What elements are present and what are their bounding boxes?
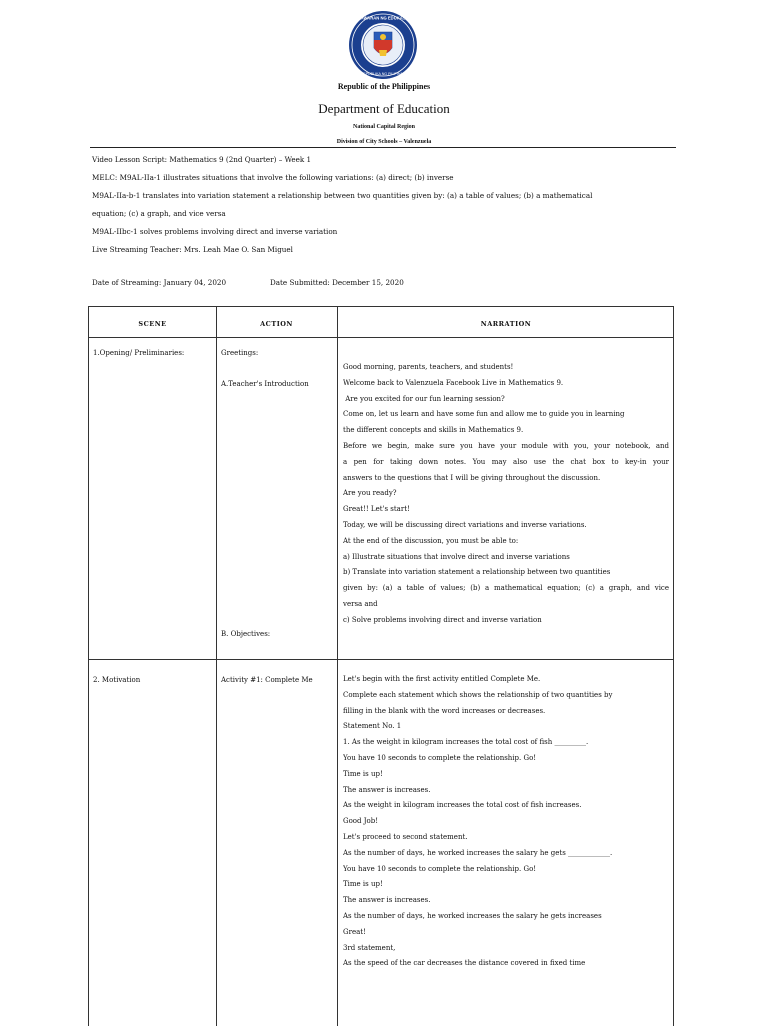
seal-top-text: KAGAWARAN NG EDUKASYON (351, 15, 415, 21)
narration-line: Time is up! (343, 769, 383, 778)
division-heading: Division of City Schools – Valenzuela (336, 139, 432, 145)
narration-line: Welcome back to Valenzuela Facebook Live in Mathematics 9. (343, 378, 564, 387)
narration-line: Are you excited for our fun learning session? (343, 394, 505, 403)
narration-line: Today, we will be discussing direct variations and inverse variations. (343, 520, 587, 529)
narration-line: Are you ready? (343, 489, 397, 498)
narration-line: Let's begin with the first activity entitled Complete Me. (343, 675, 541, 683)
header-row-divider (89, 337, 673, 338)
narration-line: The answer is increases. (343, 785, 431, 794)
action-objectives: B. Objectives: (221, 630, 271, 638)
header-scene: SCENE (138, 320, 167, 328)
narration-line: the different concepts and skills in Mathematics 9. (343, 426, 524, 435)
narration-line: 3rd statement, (343, 943, 396, 952)
narration-line: Let's proceed to second statement. (343, 832, 468, 841)
narration-opening (343, 360, 669, 629)
narration-line: Great! (343, 927, 366, 936)
script-title: Video Lesson Script: Mathematics 9 (2nd Quarter) – Week 1 (92, 155, 312, 164)
narration-line: a pen for taking down notes. You may also use the chat box to key-in your (343, 457, 669, 466)
teacher-name: Live Streaming Teacher: Mrs. Leah Mae O. San Miguel (92, 245, 293, 254)
streaming-date: Date of Streaming: January 04, 2020 (92, 278, 227, 287)
header-action: ACTION (260, 320, 293, 328)
department-heading: Department of Education (318, 101, 450, 116)
narration-line: Complete each statement which shows the relationship of two quantities by (343, 690, 613, 699)
region-heading: National Capital Region (352, 124, 415, 130)
submitted-date: Date Submitted: December 15, 2020 (270, 278, 404, 287)
action-activity-complete-me: Activity #1: Complete Me (221, 676, 313, 684)
republic-heading: Republic of the Philippines (337, 82, 431, 91)
header-narration: NARRATION (480, 320, 532, 328)
narration-line: versa and (343, 599, 378, 608)
scene-opening: 1.Opening/ Preliminaries: (93, 349, 185, 357)
seal-bottom-text: REPUBLIKA NG PILIPINAS (360, 72, 406, 76)
narration-line: given by: (a) a table of values; (b) a mathematical equation; (c) a graph, and vice (343, 584, 669, 593)
melc-2-line-2: equation; (c) a graph, and vice versa (92, 209, 226, 218)
narration-line: The answer is increases. (343, 896, 431, 905)
lesson-script-table (88, 306, 674, 1026)
header-divider (90, 147, 676, 148)
narration-motivation (343, 672, 669, 972)
narration-line: Great!! Let's start! (343, 505, 410, 514)
narration-line: b) Translate into variation statement a relationship between two quantities (343, 568, 611, 577)
narration-line: 1. As the weight in kilogram increases the total cost of fish _________. (343, 738, 589, 747)
row-divider (89, 659, 673, 660)
narration-line: Before we begin, make sure you have your module with you, your notebook, and (343, 441, 669, 450)
action-greetings: Greetings: (221, 349, 259, 357)
narration-line: As the number of days, he worked increases the salary he gets ____________. (343, 848, 613, 857)
narration-line: As the weight in kilogram increases the total cost of fish increases. (343, 801, 582, 810)
melc-2-line-1: M9AL-IIa-b-1 translates into variation statement a relationship between two quantities given by: (a) a table of values; (b) a mathematical (92, 191, 593, 200)
narration-line: You have 10 seconds to complete the relationship. Go! (343, 864, 537, 873)
narration-line: As the speed of the car decreases the distance covered in fixed time (343, 959, 586, 968)
column-divider (216, 307, 217, 1026)
narration-line: answers to the questions that I will be giving throughout the discussion. (343, 473, 601, 482)
narration-line: As the number of days, he worked increases the salary he gets increases (343, 911, 602, 920)
narration-line: At the end of the discussion, you must be able to: (343, 536, 519, 545)
narration-line: Come on, let us learn and have some fun and allow me to guide you in learning (343, 410, 625, 419)
action-teacher-introduction: A.Teacher's Introduction (221, 380, 309, 388)
scene-motivation: 2. Motivation (93, 676, 141, 684)
narration-line: filling in the blank with the word increases or decreases. (343, 706, 546, 715)
narration-line: Good morning, parents, teachers, and students! (343, 363, 514, 371)
narration-line: c) Solve problems involving direct and inverse variation (343, 615, 542, 624)
column-divider (337, 307, 338, 1026)
narration-line: Time is up! (343, 880, 383, 889)
deped-seal-logo (348, 10, 418, 80)
melc-1: MELC: M9AL-IIa-1 illustrates situations that involve the following variations: (a) direct; (b) inverse (92, 173, 454, 182)
narration-line: You have 10 seconds to complete the relationship. Go! (343, 753, 537, 762)
narration-line: Statement No. 1 (343, 722, 402, 731)
narration-line: a) Illustrate situations that involve direct and inverse variations (343, 552, 570, 561)
melc-3: M9AL-IIbc-1 solves problems involving direct and inverse variation (92, 227, 338, 236)
narration-line: Good Job! (343, 817, 379, 826)
